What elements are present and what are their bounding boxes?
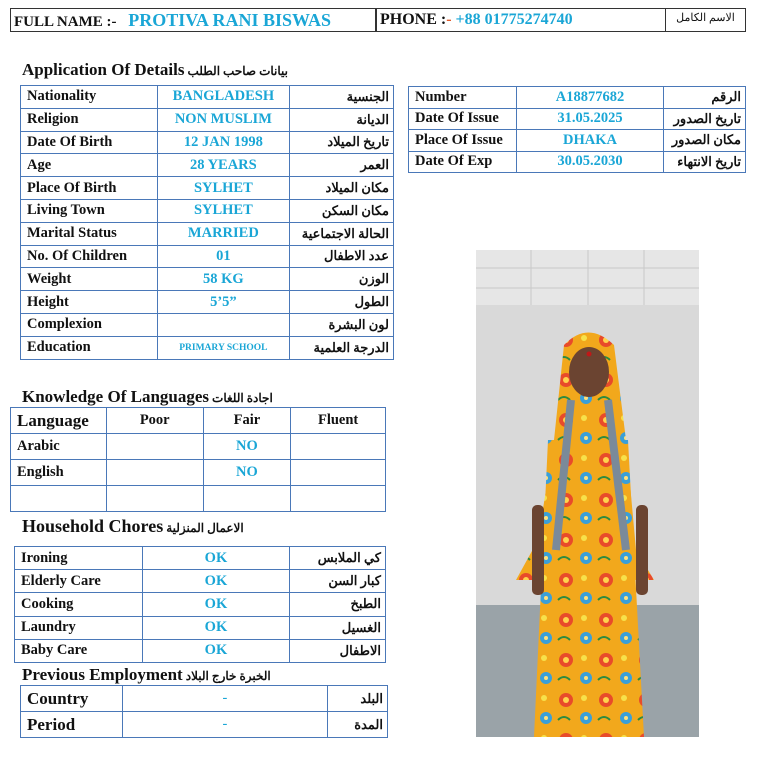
application-label: Living Town <box>21 199 158 222</box>
chores-title: Household Chores <box>22 516 164 536</box>
application-row <box>21 154 394 177</box>
application-arabic: الدرجة العلمية <box>290 336 394 359</box>
application-value: 12 JAN 1998 <box>157 131 290 154</box>
application-label: Age <box>21 154 158 177</box>
application-value: PRIMARY SCHOOL <box>157 336 290 359</box>
application-value: 01 <box>157 245 290 268</box>
languages-table <box>10 407 386 512</box>
language-fair <box>203 486 291 512</box>
passport-label: Number <box>409 87 517 109</box>
employment-label: Period <box>21 712 123 738</box>
application-row <box>21 268 394 291</box>
employment-arabic: البلد <box>328 686 388 712</box>
application-arabic: الوزن <box>290 268 394 291</box>
application-row <box>21 199 394 222</box>
chores-table <box>14 546 386 663</box>
language-fluent <box>291 460 386 486</box>
application-label: Religion <box>21 108 158 131</box>
application-row <box>21 177 394 200</box>
passport-table <box>408 86 746 173</box>
application-label: Education <box>21 336 158 359</box>
passport-value: 30.05.2030 <box>516 151 663 173</box>
chores-row <box>15 616 386 639</box>
chores-section-title <box>22 516 244 537</box>
chores-label: Ironing <box>15 547 143 570</box>
application-row <box>21 222 394 245</box>
language-poor <box>106 486 203 512</box>
application-table <box>20 85 394 360</box>
chores-row <box>15 593 386 616</box>
application-label: Nationality <box>21 86 158 109</box>
application-label: Date Of Birth <box>21 131 158 154</box>
full-name-label: FULL NAME :- <box>14 14 117 30</box>
language-fair: NO <box>203 460 291 486</box>
application-value: SYLHET <box>157 199 290 222</box>
employment-row <box>21 712 388 738</box>
chores-title-arabic: الاعمال المنزلية <box>166 521 244 535</box>
application-label: Complexion <box>21 313 158 336</box>
chores-arabic: الاطفال <box>290 639 386 662</box>
employment-title-arabic: الخبرة خارج البلاد <box>185 669 271 683</box>
languages-row <box>11 460 386 486</box>
languages-header-fluent: Fluent <box>291 408 386 434</box>
passport-arabic: الرقم <box>664 87 746 109</box>
application-arabic: لون البشرة <box>290 313 394 336</box>
application-row <box>21 336 394 359</box>
application-arabic: العمر <box>290 154 394 177</box>
application-value: 28 YEARS <box>157 154 290 177</box>
passport-row <box>409 87 746 109</box>
application-arabic: مكان السكن <box>290 199 394 222</box>
chores-value: OK <box>142 616 289 639</box>
application-value: 58 KG <box>157 268 290 291</box>
application-arabic: الحالة الاجتماعية <box>290 222 394 245</box>
passport-value: DHAKA <box>516 130 663 152</box>
application-arabic: الديانة <box>290 108 394 131</box>
passport-row <box>409 151 746 173</box>
phone-dash: - <box>446 11 452 28</box>
application-arabic: عدد الاطفال <box>290 245 394 268</box>
chores-label: Laundry <box>15 616 143 639</box>
application-value: NON MUSLIM <box>157 108 290 131</box>
languages-header-poor: Poor <box>106 408 203 434</box>
application-arabic: تاريخ الميلاد <box>290 131 394 154</box>
name-arabic-box <box>666 8 746 32</box>
application-label: No. Of Children <box>21 245 158 268</box>
application-title-arabic: بيانات صاحب الطلب <box>187 64 288 78</box>
language-fluent <box>291 486 386 512</box>
languages-row <box>11 434 386 460</box>
chores-value: OK <box>142 639 289 662</box>
employment-value: - <box>122 686 327 712</box>
chores-arabic: الغسيل <box>290 616 386 639</box>
language-poor <box>106 460 203 486</box>
application-arabic: مكان الميلاد <box>290 177 394 200</box>
passport-arabic: تاريخ الصدور <box>664 108 746 130</box>
passport-arabic: تاريخ الانتهاء <box>664 151 746 173</box>
application-value: BANGLADESH <box>157 86 290 109</box>
application-arabic: الجنسية <box>290 86 394 109</box>
full-name-box <box>10 8 376 32</box>
phone-label: PHONE : <box>380 11 447 28</box>
full-name-value: PROTIVA RANI BISWAS <box>128 10 331 30</box>
passport-value: 31.05.2025 <box>516 108 663 130</box>
applicant-photo <box>476 250 699 737</box>
application-title: Application Of Details <box>22 60 185 79</box>
languages-title: Knowledge Of Languages <box>22 387 210 406</box>
chores-value: OK <box>142 570 289 593</box>
language-fluent <box>291 434 386 460</box>
application-row <box>21 131 394 154</box>
employment-row <box>21 686 388 712</box>
application-value: SYLHET <box>157 177 290 200</box>
chores-label: Elderly Care <box>15 570 143 593</box>
passport-row <box>409 130 746 152</box>
passport-label: Date Of Exp <box>409 151 517 173</box>
passport-value: A18877682 <box>516 87 663 109</box>
employment-value: - <box>122 712 327 738</box>
language-name: English <box>11 460 107 486</box>
chores-arabic: الطبخ <box>290 593 386 616</box>
application-label: Marital Status <box>21 222 158 245</box>
languages-title-arabic: اجادة اللغات <box>212 391 273 405</box>
phone-box <box>376 8 666 32</box>
employment-arabic: المدة <box>328 712 388 738</box>
language-name: Arabic <box>11 434 107 460</box>
chores-label: Cooking <box>15 593 143 616</box>
employment-section-title <box>22 665 271 685</box>
application-row <box>21 245 394 268</box>
language-poor <box>106 434 203 460</box>
application-row <box>21 86 394 109</box>
passport-label: Place Of Issue <box>409 130 517 152</box>
applicant-photo-illustration <box>476 250 699 737</box>
application-arabic: الطول <box>290 291 394 314</box>
application-label: Weight <box>21 268 158 291</box>
chores-row <box>15 547 386 570</box>
employment-label: Country <box>21 686 123 712</box>
application-row <box>21 291 394 314</box>
languages-section-title <box>22 387 273 407</box>
employment-table <box>20 685 388 738</box>
passport-label: Date Of Issue <box>409 108 517 130</box>
languages-row <box>11 486 386 512</box>
language-fair: NO <box>203 434 291 460</box>
passport-row <box>409 108 746 130</box>
application-label: Place Of Birth <box>21 177 158 200</box>
language-name <box>11 486 107 512</box>
chores-row <box>15 639 386 662</box>
application-value: 5’5” <box>157 291 290 314</box>
application-section-title <box>22 60 288 80</box>
application-row <box>21 108 394 131</box>
languages-header-fair: Fair <box>203 408 291 434</box>
application-value <box>157 313 290 336</box>
languages-header-row <box>11 408 386 434</box>
chores-label: Baby Care <box>15 639 143 662</box>
chores-row <box>15 570 386 593</box>
name-arabic-label: الاسم الكامل <box>676 12 735 24</box>
phone-value: +88 01775274740 <box>455 11 573 28</box>
application-label: Height <box>21 291 158 314</box>
employment-title: Previous Employment <box>22 665 183 684</box>
passport-arabic: مكان الصدور <box>664 130 746 152</box>
chores-value: OK <box>142 547 289 570</box>
chores-arabic: كي الملابس <box>290 547 386 570</box>
application-value: MARRIED <box>157 222 290 245</box>
languages-header-language: Language <box>11 408 107 434</box>
chores-value: OK <box>142 593 289 616</box>
chores-arabic: كبار السن <box>290 570 386 593</box>
application-row <box>21 313 394 336</box>
